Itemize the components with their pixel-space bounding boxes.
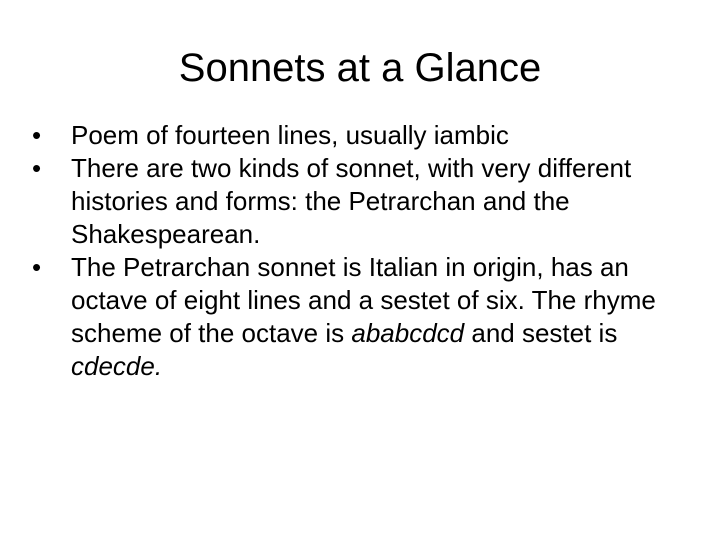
bullet-text: The Petrarchan sonnet is Italian in origin, has an octave of eight lines and a sestet of six. The rhyme scheme of the octave is (71, 252, 656, 348)
bullet-item-3 (32, 251, 700, 383)
bullet-icon: • (32, 120, 42, 150)
bullet-text: Poem of fourteen lines, usually iambic (71, 120, 509, 150)
bullet-item-1 (32, 119, 700, 152)
bullet-icon: • (32, 252, 42, 282)
slide-title: Sonnets at a Glance (178, 46, 542, 90)
bullet-text-middle: and sestet is (464, 318, 618, 348)
octave-rhyme-scheme: ababcdcd (351, 318, 465, 348)
bullet-icon: • (32, 153, 42, 183)
sestet-rhyme-scheme: cdecde. (71, 351, 163, 381)
bullet-text: There are two kinds of sonnet, with very different histories and forms: the Petrarchan and the Shakespearean. (71, 153, 632, 249)
bullet-list (32, 119, 700, 383)
bullet-item-2 (32, 152, 700, 251)
